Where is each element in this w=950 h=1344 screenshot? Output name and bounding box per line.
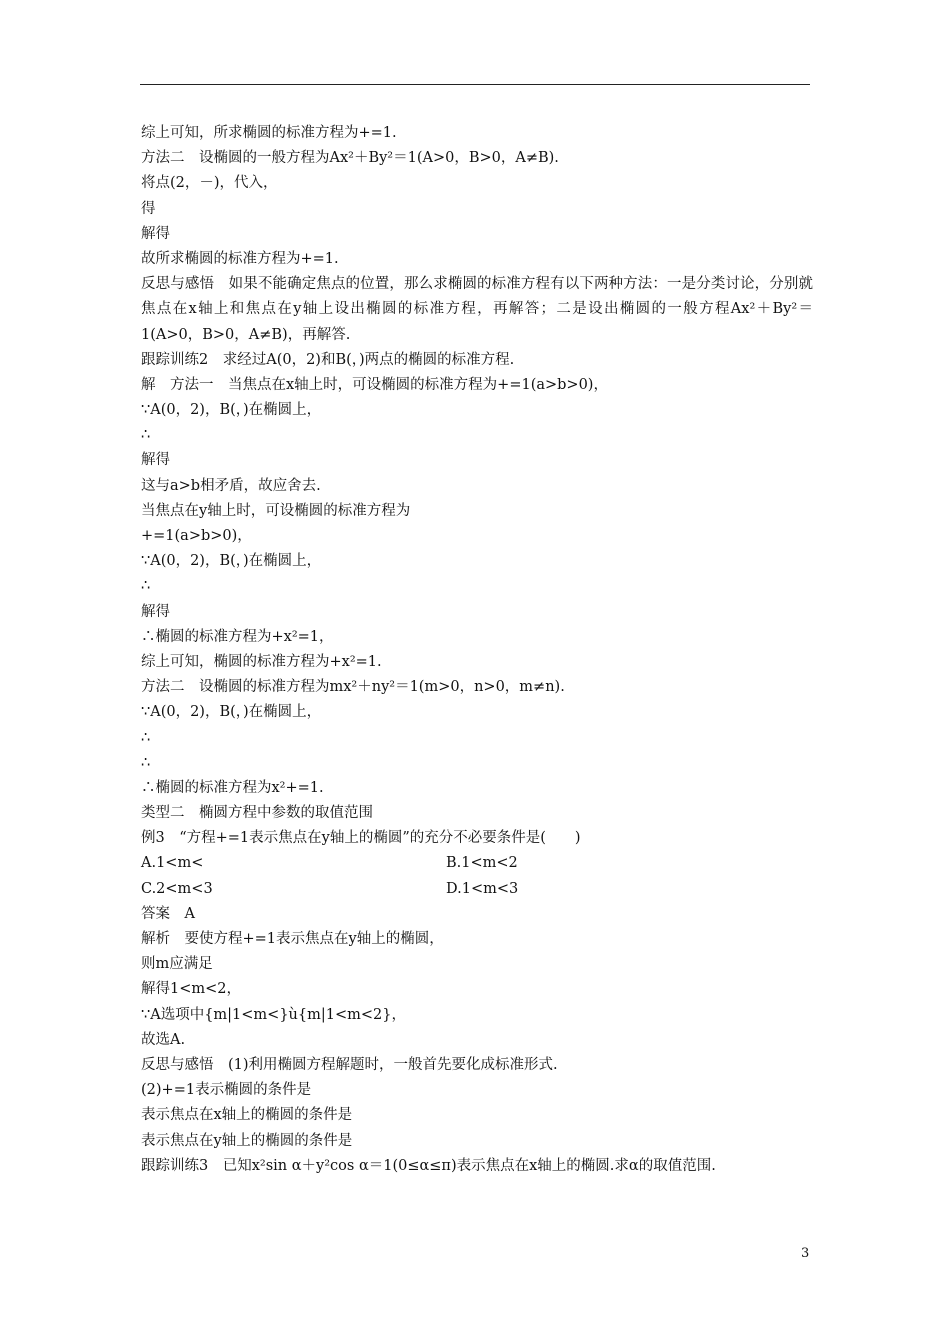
text-line: ∵A选项中{m|1<m<}ù{m|1<m<2}， <box>141 1006 406 1023</box>
text-line: 方法二 设椭圆的标准方程为mx²＋ny²＝1(m>0，n>0，m≠n). <box>141 679 565 696</box>
text-line: ∴ <box>141 754 151 771</box>
text-line: 解 方法一 当焦点在x轴上时，可设椭圆的标准方程为+=1(a>b>0)， <box>141 376 608 393</box>
option-d: D.1<m<3 <box>446 880 519 897</box>
text-line: ∴ <box>141 427 151 444</box>
text-line: 故选A. <box>141 1031 186 1048</box>
text-line: 反思与感悟 (1)利用椭圆方程解题时，一般首先要化成标准形式. <box>141 1056 558 1073</box>
text-line: 解得 <box>141 603 170 620</box>
text-line: +=1(a>b>0)， <box>141 528 252 545</box>
section-heading: 类型二 椭圆方程中参数的取值范围 <box>141 805 373 822</box>
text-line: 故所求椭圆的标准方程为+=1. <box>141 250 339 267</box>
options-row-1 <box>141 851 813 876</box>
text-paragraph: 反思与感悟 如果不能确定焦点的位置，那么求椭圆的标准方程有以下两种方法：一是分类讨论，分别就焦点在x轴上和焦点在y轴上设出椭圆的标准方程，再解答；二是设出椭圆的一般方程Ax²＋By²＝1(A>0，B>0，A≠B)，再解答. <box>141 276 813 343</box>
text-line: 这与a>b相矛盾，故应舍去. <box>141 477 321 494</box>
text-line: 解得 <box>141 225 170 242</box>
text-line: 解析 要使方程+=1表示焦点在y轴上的椭圆， <box>141 931 444 948</box>
option-b: B.1<m<2 <box>446 855 518 872</box>
text-line: 表示焦点在y轴上的椭圆的条件是 <box>141 1132 353 1149</box>
text-line: ∴ <box>141 578 151 595</box>
text-line: ∴椭圆的标准方程为x²+=1. <box>141 779 324 796</box>
header-rule <box>140 84 810 85</box>
text-line: 方法二 设椭圆的一般方程为Ax²＋By²＝1(A>0，B>0，A≠B). <box>141 150 559 167</box>
example-question: 例3 “方程+=1表示焦点在y轴上的椭圆”的充分不必要条件是( ) <box>141 830 581 847</box>
text-paragraph: 跟踪训练3 已知x²sin α＋y²cos α＝1(0≤α≤π)表示焦点在x轴上的椭圆.求α的取值范围. <box>141 1157 716 1174</box>
text-line: ∴ <box>141 729 151 746</box>
document-body <box>141 121 813 1179</box>
option-c: C.2<m<3 <box>141 880 213 897</box>
text-line: 综上可知，椭圆的标准方程为+x²=1. <box>141 653 382 670</box>
text-line: ∵A(0，2)，B(，)在椭圆上， <box>141 553 322 570</box>
text-line: 当焦点在y轴上时，可设椭圆的标准方程为 <box>141 502 411 519</box>
text-line: 解得1<m<2， <box>141 981 241 998</box>
text-line: 解得 <box>141 452 170 469</box>
text-line: 将点(2，－)，代入， <box>141 175 278 192</box>
text-line: 综上可知，所求椭圆的标准方程为+=1. <box>141 125 397 141</box>
text-line: (2)+=1表示椭圆的条件是 <box>141 1082 312 1099</box>
text-line: ∵A(0，2)，B(，)在椭圆上， <box>141 704 322 721</box>
options-row-2 <box>141 877 813 902</box>
text-line: ∵A(0，2)，B(，)在椭圆上， <box>141 402 322 419</box>
text-line: 跟踪训练2 求经过A(0，2)和B(，)两点的椭圆的标准方程. <box>141 351 515 368</box>
text-line: ∴椭圆的标准方程为+x²=1， <box>141 628 334 645</box>
text-line: 表示焦点在x轴上的椭圆的条件是 <box>141 1107 353 1124</box>
answer-line: 答案 A <box>141 905 195 922</box>
option-a: A.1<m< <box>141 855 204 872</box>
text-line: 则m应满足 <box>141 956 213 973</box>
page-number: 3 <box>801 1246 810 1261</box>
text-line: 得 <box>141 200 156 217</box>
